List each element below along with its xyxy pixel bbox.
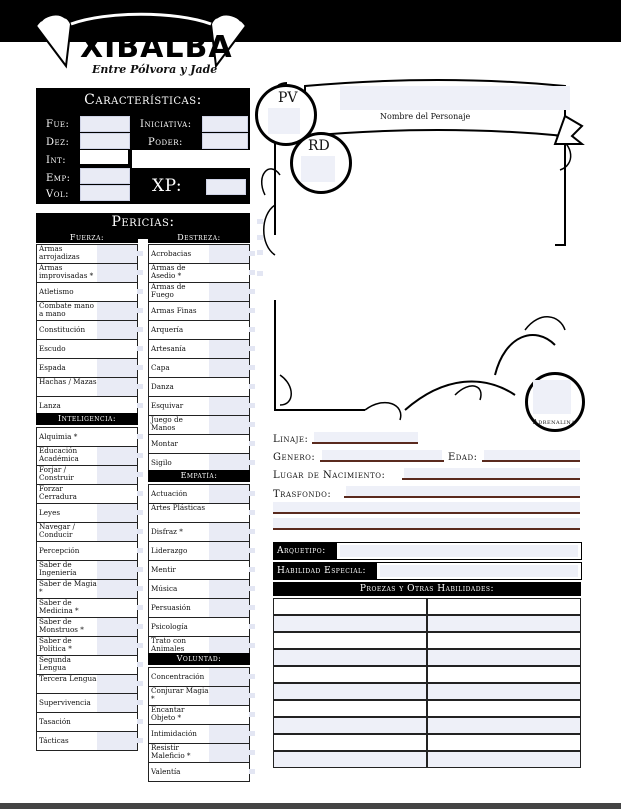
label-vol: Vol: [46,189,69,200]
skill-label: Intimidación [151,729,197,738]
feat-cell[interactable] [273,717,427,734]
fue-field[interactable] [80,116,130,132]
rd-label: RD [308,138,330,154]
adrenaline-label: Adrenalina [533,418,576,426]
feat-cell[interactable] [427,649,581,666]
skill-value-field[interactable] [209,668,249,686]
skill-row [148,301,250,321]
skill-value-field[interactable] [209,687,249,705]
skill-group-header: Inteligencia: [36,413,138,425]
skill-value-field[interactable] [209,706,249,724]
skill-value-field[interactable] [97,245,137,263]
skill-check[interactable] [249,605,255,610]
feat-cell[interactable] [427,683,581,700]
skill-group-header: Empatía: [148,470,250,482]
skill-label: Mentir [151,565,176,574]
feat-cell[interactable] [273,649,427,666]
archetype-label: Arquetipo: [274,543,337,559]
skill-row [148,377,250,397]
skill-label: Saber de Magia * [39,579,97,596]
skill-check[interactable] [249,491,255,496]
skill-value-field[interactable] [209,359,249,377]
skill-label: Armas improvisadas * [39,263,94,280]
characteristics-panel [36,88,250,204]
skill-row [36,674,138,694]
age-label: Edad: [448,452,478,463]
side-check[interactable] [257,235,263,240]
skill-label: Hachas / Mazas [39,377,97,386]
skill-row [36,339,138,359]
birthplace-field[interactable] [404,468,580,478]
skill-row [36,377,138,397]
skill-check[interactable] [249,548,255,553]
feat-cell[interactable] [273,751,427,768]
skill-label: Espada [39,363,66,372]
skill-label: Tercera Lengua [39,674,97,683]
background-line-1 [344,496,580,498]
skill-value-field[interactable] [209,416,249,434]
destreza-header: Destreza: [148,232,250,243]
feat-cell[interactable] [273,632,427,649]
skill-value-field[interactable] [209,523,249,541]
skill-row [36,560,138,580]
feat-cell[interactable] [273,598,427,615]
skill-row [36,484,138,504]
skill-check[interactable] [249,731,255,736]
skill-check[interactable] [137,251,143,256]
skill-row [36,655,138,675]
iniciativa-field[interactable] [202,116,248,132]
feat-cell[interactable] [427,666,581,683]
background-line-2 [273,512,580,514]
skill-row [36,598,138,618]
special-label: Habilidad Especial: [274,563,377,579]
skill-row [36,636,138,656]
character-name-field[interactable] [340,86,570,110]
skill-row [36,712,138,732]
skill-value-field[interactable] [97,580,137,598]
skill-label: Sigilo [151,458,172,467]
skill-label: Lanza [39,401,61,410]
skill-value-field[interactable] [97,694,137,712]
skill-row [148,743,250,763]
skill-check[interactable] [249,624,255,629]
skill-value-field[interactable] [209,302,249,320]
skill-value-field[interactable] [97,428,137,446]
skill-label: Trato con Animales [151,636,186,653]
side-check[interactable] [257,250,263,255]
skill-row [36,617,138,637]
characteristics-title: Características: [84,92,202,108]
skill-row [148,415,250,435]
skill-label: Música [151,584,178,593]
skill-row [36,503,138,523]
skill-label: Forzar Cerradura [39,484,77,501]
skill-row [148,434,250,454]
skill-row [36,244,138,264]
skill-label: Psicología [151,622,188,631]
skill-row [36,358,138,378]
skill-check[interactable] [137,681,143,686]
skill-check[interactable] [137,472,143,477]
skill-check[interactable] [137,643,143,648]
label-xp: XP: [152,176,183,196]
skill-row [148,339,250,359]
rd-field[interactable] [301,156,335,182]
skill-row [148,705,250,725]
skill-value-field[interactable] [97,523,137,541]
skill-check[interactable] [137,662,143,667]
skill-row [148,579,250,599]
skill-check[interactable] [137,548,143,553]
skill-label: Constitución [39,325,86,334]
emp-field[interactable] [80,168,130,184]
skill-row [148,686,250,706]
skill-label: Juego de Manos [151,415,183,432]
archetype-field[interactable] [340,545,578,557]
feat-cell[interactable] [427,734,581,751]
character-name-label: Nombre del Personaje [380,112,471,121]
skill-label: Tácticas [39,736,69,745]
int-field[interactable] [80,150,128,164]
label-int: Int: [46,155,67,166]
feat-cell[interactable] [427,632,581,649]
label-dez: Dez: [46,137,70,148]
skill-row [36,282,138,302]
skill-row [148,724,250,744]
skill-label: Escudo [39,344,66,353]
skill-value-field[interactable] [97,599,137,617]
skill-check[interactable] [249,643,255,648]
skill-value-field[interactable] [209,245,249,263]
skill-check[interactable] [249,510,255,515]
skill-row [36,320,138,340]
skill-label: Segunda Lengua [39,655,71,672]
skill-check[interactable] [137,289,143,294]
skill-label: Navegar / Conducir [39,522,75,539]
skill-check[interactable] [249,693,255,698]
gender-label: Genero: [273,452,316,463]
vol-field[interactable] [80,185,130,201]
skill-label: Concentración [151,672,205,681]
skill-row [36,541,138,561]
pv-label: PV [278,90,298,106]
skill-value-field[interactable] [97,359,137,377]
birthplace-label: Lugar de Nacimiento: [273,470,386,481]
skill-row [148,320,250,340]
adrenaline-field[interactable] [533,380,571,414]
skill-row [36,446,138,466]
skill-label: Educación Académica [39,446,79,463]
skill-label: Percepción [39,546,80,555]
skill-check[interactable] [137,346,143,351]
skill-check[interactable] [137,384,143,389]
logo-subtitle: Entre Pólvora y Jade [92,63,218,76]
side-check[interactable] [257,271,263,276]
skill-label: Liderazgo [151,546,188,555]
skill-row [36,522,138,542]
skill-label: Saber de Ingeniería [39,560,77,577]
skill-label: Armas arrojadizas [39,244,80,261]
skill-check[interactable] [249,441,255,446]
skill-check[interactable] [249,712,255,717]
skill-label: Armas de Asedio * [151,263,186,280]
skill-check[interactable] [249,567,255,572]
skill-row [148,282,250,302]
skill-value-field[interactable] [97,321,137,339]
feat-cell[interactable] [273,700,427,717]
skill-label: Danza [151,382,174,391]
skill-check[interactable] [137,510,143,515]
skill-check[interactable] [137,529,143,534]
skill-row [148,667,250,687]
skill-row [148,762,250,782]
label-poder: Poder: [148,137,183,148]
skill-label: Acrobacias [151,249,192,258]
skill-label: Valentía [151,767,181,776]
skill-label: Armas de Fuego [151,282,186,299]
skill-value-field[interactable] [97,283,137,301]
skill-value-field[interactable] [209,321,249,339]
skill-check[interactable] [137,434,143,439]
skill-value-field[interactable] [209,504,249,522]
feat-cell[interactable] [273,615,427,632]
skill-value-field[interactable] [209,264,249,282]
gender-field[interactable] [322,450,442,460]
skill-value-field[interactable] [97,561,137,579]
skill-value-field[interactable] [209,283,249,301]
skill-row [36,301,138,321]
skill-value-field[interactable] [97,447,137,465]
skill-check[interactable] [137,567,143,572]
skill-row [148,358,250,378]
skill-label: Atletismo [39,287,74,296]
special-field[interactable] [380,565,578,577]
skill-value-field[interactable] [97,675,137,693]
skill-row [148,503,250,523]
dez-field[interactable] [80,133,130,149]
birthplace-line [402,478,580,480]
skill-label: Tasación [39,717,71,726]
background-line-3 [273,528,580,530]
lineage-field[interactable] [314,432,418,442]
skill-check[interactable] [137,605,143,610]
skill-row [36,579,138,599]
feats-title: Proezas y Otras Habilidades: [273,582,581,596]
skill-value-field[interactable] [97,466,137,484]
label-iniciativa: Iniciativa: [140,119,192,130]
skill-row [36,263,138,283]
skill-check[interactable] [137,491,143,496]
skill-value-field[interactable] [97,378,137,396]
fuerza-header: Fuerza: [36,232,138,243]
skill-label: Resistir Maleficio * [151,743,191,760]
skill-row [148,617,250,637]
skill-check[interactable] [137,308,143,313]
skill-row [36,427,138,447]
skill-label: Artes Plásticas [151,503,206,512]
skill-value-field[interactable] [97,302,137,320]
skill-row [148,263,250,283]
feat-cell[interactable] [273,666,427,683]
xp-field[interactable] [206,179,246,195]
skill-value-field[interactable] [209,763,249,781]
skill-label: Combate mano a mano [39,301,95,318]
skill-value-field[interactable] [97,264,137,282]
skill-value-field[interactable] [209,435,249,453]
skills-title: Pericias: [111,214,175,230]
skill-label: Leyes [39,508,61,517]
skill-label: Saber de Monstruos * [39,617,84,634]
skill-check[interactable] [249,460,255,465]
skill-label: Encantar Objeto * [151,705,185,722]
skill-check[interactable] [137,453,143,458]
feat-cell[interactable] [273,734,427,751]
skill-check[interactable] [249,769,255,774]
skill-value-field[interactable] [97,732,137,750]
skill-label: Persuasión [151,603,191,612]
skill-label: Conjurar Magia * [151,686,209,703]
skill-value-field[interactable] [97,485,137,503]
skill-row [36,465,138,485]
skill-label: Forjar / Construir [39,465,74,482]
skill-value-field[interactable] [97,504,137,522]
label-fue: Fue: [46,119,70,130]
background-field-1[interactable] [346,486,580,496]
age-field[interactable] [484,450,580,460]
logo-title: XIBALBA [80,30,233,65]
skill-check[interactable] [137,700,143,705]
skill-check[interactable] [249,750,255,755]
age-line [482,460,580,462]
skill-label: Montar [151,439,178,448]
feat-cell[interactable] [427,598,581,615]
skill-check[interactable] [137,403,143,408]
skill-row [148,244,250,264]
skill-check[interactable] [249,674,255,679]
skill-check[interactable] [249,586,255,591]
skill-check[interactable] [137,738,143,743]
bottom-bar [0,803,621,809]
skill-check[interactable] [137,365,143,370]
skill-label: Arquería [151,325,184,334]
skill-value-field[interactable] [97,637,137,655]
skill-value-field[interactable] [209,618,249,636]
skill-label: Saber de Medicina * [39,598,79,615]
skill-check[interactable] [137,327,143,332]
skill-row [148,560,250,580]
skill-value-field[interactable] [209,744,249,762]
skill-value-field[interactable] [209,542,249,560]
blank-strip [132,150,250,168]
skill-check[interactable] [249,529,255,534]
skill-check[interactable] [137,270,143,275]
skill-row [148,522,250,542]
skill-value-field[interactable] [209,580,249,598]
skill-value-field[interactable] [209,599,249,617]
skill-group-header: Voluntad: [148,653,250,665]
skill-label: Disfraz * [151,527,183,536]
skill-value-field[interactable] [209,725,249,743]
skill-value-field[interactable] [97,618,137,636]
skill-row [36,693,138,713]
skill-value-field[interactable] [97,656,137,674]
skill-check[interactable] [137,624,143,629]
feat-cell[interactable] [427,717,581,734]
skill-value-field[interactable] [97,713,137,731]
skill-row [148,484,250,504]
skill-row [148,541,250,561]
skill-value-field[interactable] [97,542,137,560]
feat-cell[interactable] [427,751,581,768]
side-check[interactable] [257,219,263,224]
background-field-2[interactable] [273,502,580,512]
skill-value-field[interactable] [209,378,249,396]
skill-value-field[interactable] [97,340,137,358]
lineage-label: Linaje: [273,434,309,445]
skill-label: Esquivar [151,401,184,410]
skill-row [148,598,250,618]
skill-label: Armas Finas [151,306,197,315]
skill-value-field[interactable] [209,340,249,358]
skill-check[interactable] [137,586,143,591]
pv-field[interactable] [268,108,300,134]
skill-label: Alquimia * [39,432,78,441]
skill-row [36,731,138,751]
gender-line [320,460,444,462]
feat-cell[interactable] [427,615,581,632]
skill-label: Saber de Política * [39,636,72,653]
skill-value-field[interactable] [209,561,249,579]
poder-field[interactable] [202,133,248,149]
background-label: Trasfondo: [273,489,332,500]
skill-value-field[interactable] [209,485,249,503]
skill-check[interactable] [137,719,143,724]
feat-cell[interactable] [427,700,581,717]
skill-label: Artesanía [151,344,186,353]
label-emp: Emp: [46,173,71,184]
skill-value-field[interactable] [209,397,249,415]
skill-label: Capa [151,363,170,372]
background-field-3[interactable] [273,518,580,528]
lineage-line [312,442,418,444]
skill-label: Actuación [151,489,188,498]
skill-row [148,396,250,416]
feat-cell[interactable] [273,683,427,700]
skill-label: Supervivencia [39,698,91,707]
